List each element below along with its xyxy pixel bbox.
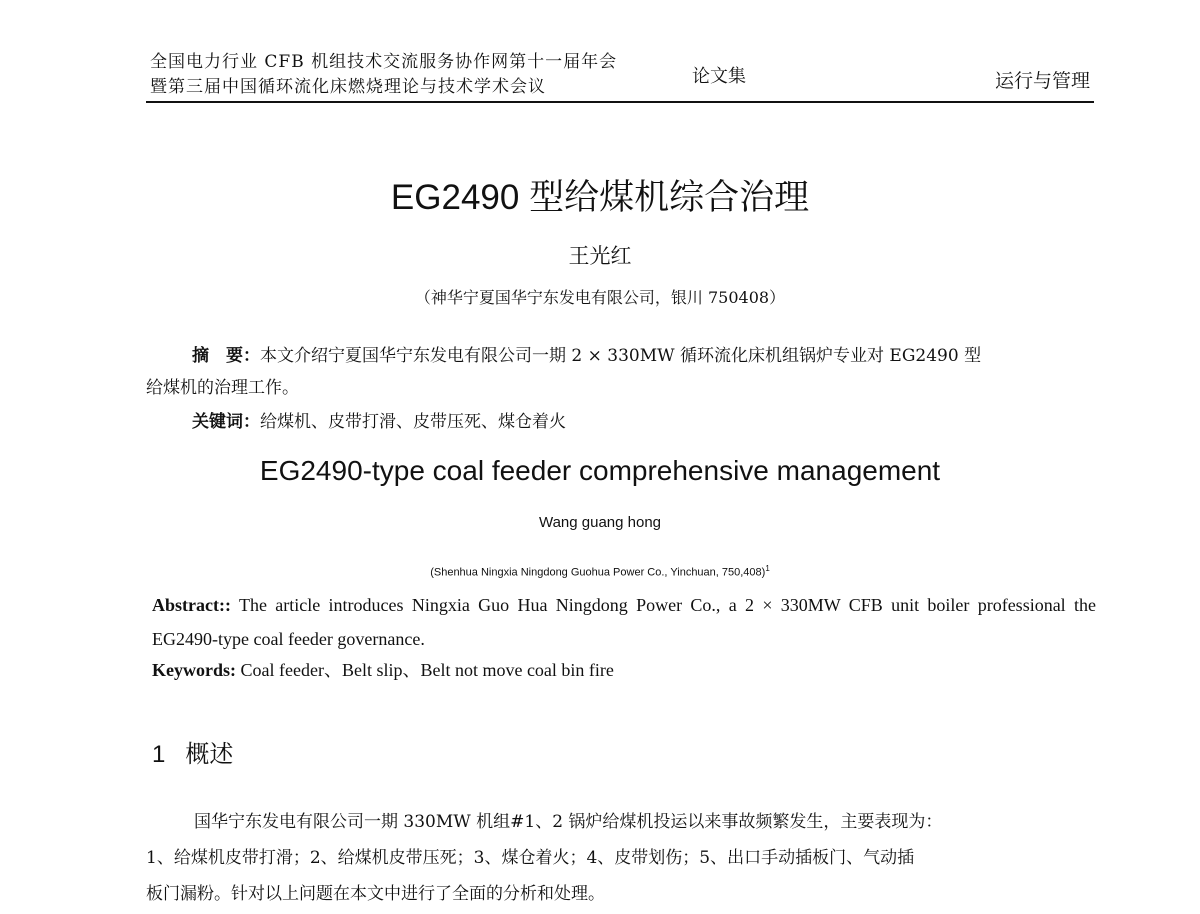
conference-line-1: 全国电力行业 CFB 机组技术交流服务协作网第十一届年会 xyxy=(150,52,618,72)
section-number: 1 xyxy=(152,741,166,768)
section-title: 概述 xyxy=(185,741,234,768)
paragraph-line-1: 国华宁东发电有限公司一期 330MW 机组#1、2 锅炉给煤机投运以来事故频繁发生，主要表现为： xyxy=(194,812,943,832)
abstract-label-cn: 摘 要： xyxy=(192,346,260,366)
paper-title-cn: EG2490 型给煤机综合治理 xyxy=(390,178,810,217)
abstract-en-text: The article introduces Ningxia Guo Hua Ningdong Power Co., a 2 × 330MW CFB unit boiler professional the EG2490-type coal feeder governance. xyxy=(152,595,1096,649)
abstract-cn-line-1 xyxy=(146,340,1096,372)
keywords-cn-text: 给煤机、皮带打滑、皮带压死、煤仓着火 xyxy=(260,412,566,432)
abstract-label-en: Abstract:: xyxy=(152,595,231,615)
section-heading xyxy=(152,734,233,769)
affiliation-en-sup: 1 xyxy=(765,564,770,573)
keywords-cn xyxy=(192,407,566,432)
affiliation-cn: （神华宁夏国华宁东发电有限公司，银川 750408） xyxy=(414,288,786,307)
keywords-en xyxy=(152,656,614,682)
abstract-cn xyxy=(146,340,1096,404)
header-divider xyxy=(146,101,1094,103)
paragraph-line-3: 板门漏粉。针对以上问题在本文中进行了全面的分析和处理。 xyxy=(146,884,605,904)
abstract-en xyxy=(152,588,1096,656)
paragraph-line-2: 1、给煤机皮带打滑；2、给煤机皮带压死；3、煤仓着火；4、皮带划伤；5、出口手动插板门、气动插 xyxy=(146,848,915,868)
section-paragraph xyxy=(146,804,1092,912)
paper-title-en: EG2490-type coal feeder comprehensive management xyxy=(259,455,941,486)
affiliation-en-text: (Shenhua Ningxia Ningdong Guohua Power Co., Yinchuan, 750,408) xyxy=(430,566,766,579)
collection-label: 论文集 xyxy=(692,66,746,87)
affiliation-en xyxy=(0,564,1200,579)
author-en: Wang guang hong xyxy=(538,514,662,531)
section-tag: 运行与管理 xyxy=(994,70,1090,92)
keywords-label-en: Keywords: xyxy=(152,660,236,680)
conference-line-2: 暨第三届中国循环流化床燃烧理论与技术学术会议 xyxy=(150,77,546,97)
keywords-label-cn: 关键词： xyxy=(192,412,260,432)
keywords-en-text: Coal feeder、Belt slip、Belt not move coal bin fire xyxy=(240,660,614,680)
conference-name xyxy=(150,50,617,100)
abstract-cn-text-1: 本文介绍宁夏国华宁东发电有限公司一期 2 × 330MW 循环流化床机组锅炉专业对 EG2490 型 xyxy=(260,346,982,366)
author-cn: 王光红 xyxy=(568,244,632,268)
abstract-cn-line-2: 给煤机的治理工作。 xyxy=(146,378,299,398)
